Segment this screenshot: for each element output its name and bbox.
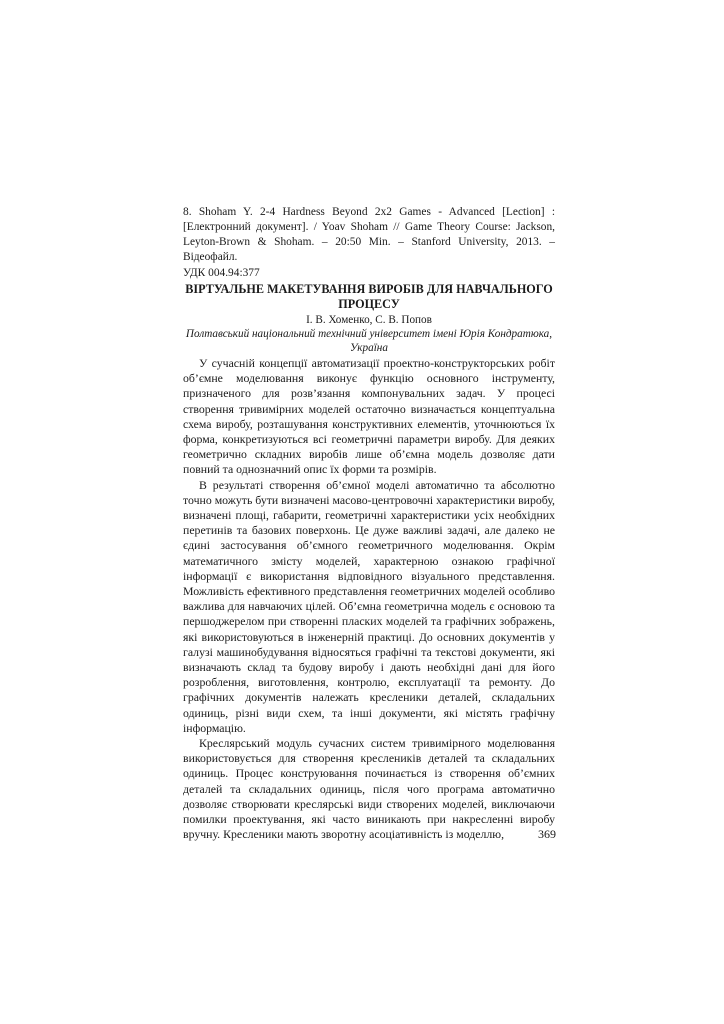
- article-title: ВІРТУАЛЬНЕ МАКЕТУВАННЯ ВИРОБІВ ДЛЯ НАВЧАЛЬНОГО ПРОЦЕСУ: [185, 282, 553, 311]
- article-body: [183, 356, 555, 843]
- paragraph: Креслярський модуль сучасних систем тривимірного моделювання використовується для створення креслеників деталей та складальних одиниць. Процес конструювання починається із створення об’ємних деталей та складальних одиниць, після чого програма автоматично дозволяє створювати креслярські види створених моделей, виключаючи помилки проектування, які часто виникають при накресленні виробу вручну. Кресленики мають зворотну асоціативність із моделлю,: [183, 736, 555, 842]
- authors: І. В. Хоменко, С. В. Попов: [306, 314, 432, 326]
- paragraph: В результаті створення об’ємної моделі автоматично та абсолютно точно можуть бути визначені масово-центровочні характеристики виробу, визначені площі, габарити, геометричні характеристики усіх необхідних перетинів та базових поверхонь. Це дуже важливі задачі, але далеко не єдині застосування об’ємного геометричного моделювання. Окрім математичного змісту моделей, характерною ознакою графічної інформації є використання відповідного візуального представлення. Можливість ефективного представлення геометричних моделей особливо важлива для навчаючих цілей. Об’ємна геометрична модель є основою та першоджерелом при створенні пласких моделей та графічних зображень, які використовуються в інженерній практиці. До основних документів у галузі машинобудування відносяться графічні та текстові документи, які визначають склад та будову виробу і дають необхідні дані для його розроблення, виготовлення, контролю, експлуатації та ремонту. До графічних документів належать кресленики деталей, складальних одиниць, різні види схем, та інші документи, які містять графічну інформацію.: [183, 477, 555, 735]
- affiliation: Полтавський національний технічний університет імені Юрія Кондратюка, Україна: [185, 328, 553, 354]
- page-number: 369: [538, 827, 556, 841]
- reference-entry: 8. Shoham Y. 2-4 Hardness Beyond 2x2 Games - Advanced [Lection] : [Електронний документ]. / Yoav Shoham // Game Theory Course: Jackson, Leyton-Brown & Shoham. – 20:50 Min. – Stanford University, 2013. – Відеофайл.: [183, 206, 555, 263]
- paragraph: У сучасній концепції автоматизації проектно-конструкторських робіт об’ємне моделювання виконує функцію основного інструменту, призначеного для розв’язання компонувальних задач. У процесі створення тривимірних моделей остаточно визначається концептуальна схема виробу, розташування конструктивних елементів, уточнюються їх форма, конкретизуються всі геометричні параметри виробу. Для деяких геометрично складних виробів лише об’ємна модель дозволяє дати повний та однозначний опис їх форми та розмірів.: [183, 356, 555, 477]
- udk-code: УДК 004.94:377: [183, 267, 260, 279]
